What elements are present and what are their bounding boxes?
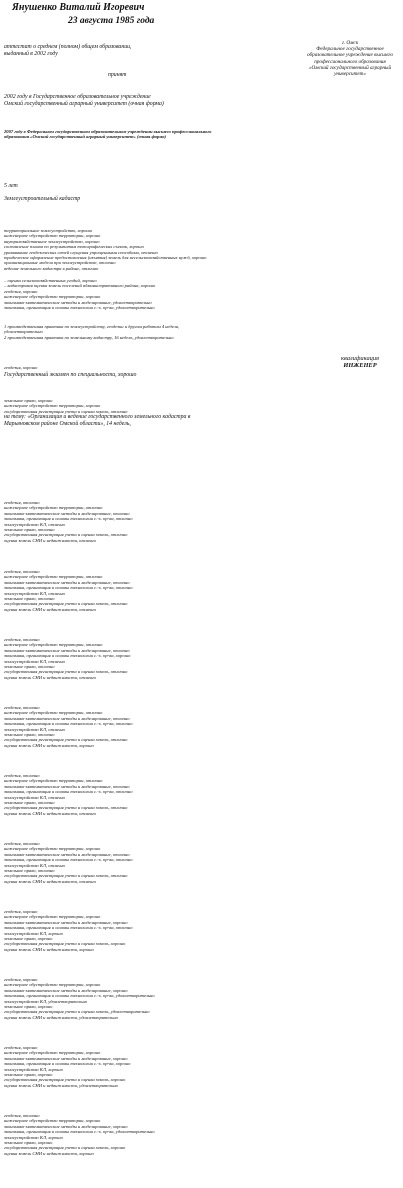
grade-line: экономико-математические методы и моделирование, отлично <box>4 647 130 653</box>
grade-line: геодезия, отлично <box>4 637 40 642</box>
grade-line: земельное право, отлично <box>4 732 55 738</box>
grade-line: государственная регистрация учета и оценка земель, отлично <box>4 873 128 879</box>
grade-line: инженерное обустройство территории, хорошо <box>4 914 101 920</box>
grade-line: экономико-математические методы и моделирование, хорошо <box>4 1055 128 1061</box>
grade-line: экономика, организация и основы технологии с.-х. пр-ва, отлично <box>4 585 133 591</box>
grade-line: земельное право, хорошо <box>4 1072 53 1078</box>
admission-line: 2002 году в Государственное образовательное учреждение <box>4 94 151 100</box>
grade-line: экономико-математические методы и моделирование, хорошо <box>4 987 128 993</box>
practice-line: 2 производственная практика по земельному кадастру, 16 недель, удовлетворительно <box>4 334 174 340</box>
graduation-line: 2007 году в Федеральном государственном образовательном учреждении высшего профессионального <box>4 129 212 134</box>
grade-line: экономико-математические методы и моделирование, отлично <box>4 579 130 585</box>
grade-line: землеустройство КЛ, отлично <box>4 521 65 527</box>
grade-line: оценка земель СНИ и недвижимости, отлично <box>4 606 96 612</box>
grade-line: земельное право, отлично <box>4 868 55 874</box>
grade-line: землеустройство КЛ, хорошо <box>4 1134 63 1140</box>
grade-line: геодезия, отлично <box>4 500 40 505</box>
course-line: инженерное обустройство территории, хорошо <box>4 233 101 239</box>
course-line: – оценка сельскохозяйственных угодий, хорошо <box>4 278 97 283</box>
grade-line: земельное право, отлично <box>4 664 55 670</box>
course-line: уравнивание геодезических сетей сгущения упрощенными способами, отлично <box>4 249 158 255</box>
exam-line: геодезия, хорошо <box>4 365 38 370</box>
qualification-value: ИНЖЕНЕР <box>343 362 377 370</box>
grade-line: экономика, организация и основы технологии с.-х. пр-ва, отлично <box>4 516 133 522</box>
graduation-block <box>4 129 211 140</box>
institution-city: г. Омск <box>341 40 359 46</box>
grade-line: земельное право, хорошо <box>4 936 53 942</box>
practice-line: 1 производственная практика по землеустройству, геодезии и другим работам 4 недели, <box>4 324 180 329</box>
qualification-label: квалификация <box>340 355 380 362</box>
thesis-topic-block <box>4 414 190 428</box>
grade-line: оценка земель СНИ и недвижимости, отлично <box>4 878 96 884</box>
grade-line: экономика, организация и основы технологии с.-х. пр-ва, удовлетворительно <box>4 1129 155 1135</box>
course-line: – кадастровая оценка земель поселений административного района, хорошо <box>4 283 156 289</box>
admitted-label: принят <box>108 72 127 78</box>
grade-line: геодезия, хорошо <box>4 1045 38 1050</box>
institution-side-block <box>300 40 400 77</box>
grade-line: оценка земель СНИ и недвижимости, хорошо <box>4 742 94 748</box>
grade-group <box>4 1113 304 1156</box>
grade-line: государственная регистрация учета и оценка земель, удовлетворительно <box>4 1009 150 1015</box>
student-name: Янушенко Виталий Игоревич <box>12 2 145 13</box>
grade-group <box>4 841 304 884</box>
grade-line: экономика, организация и основы технологии с.-х. пр-ва, отлично <box>4 857 133 863</box>
thesis-course-line: государственная регистрация учета и оценка земель, отлично <box>4 408 128 414</box>
grade-line: инженерное обустройство территории, хорошо <box>4 846 101 852</box>
grade-line: экономико-математические методы и моделирование, хорошо <box>4 919 128 925</box>
grade-line: государственная регистрация учета и оценка земель, отлично <box>4 532 128 538</box>
grade-line: экономика, организация и основы технологии с.-х. пр-ва, хорошо <box>4 1061 131 1067</box>
grade-line: инженерное обустройство территории, хорошо <box>4 1118 101 1124</box>
grade-line: оценка земель СНИ и недвижимости, удовлетворительно <box>4 1014 118 1020</box>
grade-line: геодезия, отлично <box>4 705 40 710</box>
thesis-topic-line: на тему: «Организация и ведение государственного земельного кадастра в <box>4 414 191 420</box>
grade-line: геодезия, отлично <box>4 841 40 846</box>
grade-group <box>4 909 304 952</box>
thesis-course-line: инженерное обустройство территории, хорошо <box>4 403 101 409</box>
thesis-course-line: земельное право, хорошо <box>4 398 53 403</box>
grade-line: инженерное обустройство территории, отлично <box>4 642 103 648</box>
grade-line: землеустройство КЛ, отлично <box>4 862 65 868</box>
grade-line: землеустройство КЛ, отлично <box>4 726 65 732</box>
grade-line: геодезия, отлично <box>4 773 40 778</box>
grade-line: экономика, организация и основы технологии с.-х. пр-ва, отлично <box>4 789 133 795</box>
grade-line: государственная регистрация учета и оценка земель, отлично <box>4 805 128 811</box>
grade-line: инженерное обустройство территории, отлично <box>4 505 103 511</box>
course-line: внутрихозяйственное землеустройство, хорошо <box>4 238 100 244</box>
grade-line: геодезия, отлично <box>4 1113 40 1118</box>
grade-line: инженерное обустройство территории, отлично <box>4 710 103 716</box>
grade-group <box>4 637 304 680</box>
grade-line: геодезия, хорошо <box>4 909 38 914</box>
grade-line: экономико-математические методы и моделирование, отлично <box>4 715 130 721</box>
grade-line: государственная регистрация учета и оценка земель, хорошо <box>4 1077 126 1083</box>
grade-line: экономика, организация и основы технологии с.-х. пр-ва, удовлетворительно <box>4 993 155 999</box>
grade-group <box>4 773 304 816</box>
course-line: составление планов по результатам топографических съемок, хорошо <box>4 244 144 250</box>
grade-line: земельное право, отлично <box>4 527 55 533</box>
grade-line: оценка земель СНИ и недвижимости, отлично <box>4 674 96 680</box>
qualification-block <box>318 355 402 369</box>
grade-line: экономика, организация и основы технологии с.-х. пр-ва, отлично <box>4 925 133 931</box>
grade-line: государственная регистрация учета и оценка земель, хорошо <box>4 1145 126 1151</box>
grade-line: инженерное обустройство территории, хорошо <box>4 1050 101 1056</box>
grade-group <box>4 569 304 612</box>
course-line: геодезия, хорошо <box>4 288 38 294</box>
thesis-courses-block <box>4 398 127 414</box>
grade-line: земельное право, отлично <box>4 596 55 602</box>
grade-line: оценка земель СНИ и недвижимости, хорошо <box>4 1150 94 1156</box>
grade-line: государственная регистрация учета и оценка земель, отлично <box>4 669 128 675</box>
grade-line: государственная регистрация учета и оценка земель, хорошо <box>4 941 126 947</box>
birth-date: 23 августа 1985 года <box>68 16 155 26</box>
grade-line: инженерное обустройство территории, хорошо <box>4 982 101 988</box>
grade-line: земельное право, хорошо <box>4 1140 53 1146</box>
grade-line: экономико-математические методы и моделирование, отлично <box>4 851 130 857</box>
thesis-topic-line: Марьяновском районе Омской области», 14 недель, <box>4 420 131 427</box>
grade-line: инженерное обустройство территории, отлично <box>4 778 103 784</box>
grade-line: инженерное обустройство территории, отлично <box>4 574 103 580</box>
grade-line: экономико-математические методы и моделирование, отлично <box>4 510 130 516</box>
grade-group <box>4 977 304 1020</box>
grade-line: землеустройство КЛ, отлично <box>4 590 65 596</box>
grade-line: оценка земель СНИ и недвижимости, удовлетворительно <box>4 1082 118 1088</box>
grade-line: землеустройство КЛ, удовлетворительно <box>4 998 88 1004</box>
grade-group <box>4 1045 304 1088</box>
certificate-line: аттестат о среднем (полном) общем образовании, <box>4 44 132 50</box>
grade-line: экономика, организация и основы технологии с.-х. пр-ва, хорошо <box>4 653 131 659</box>
study-term: 5 лет <box>4 183 18 189</box>
grade-line: землеустройство КЛ, отлично <box>4 658 65 664</box>
course-line: экономико-математические методы и моделирование, удовлетворительно <box>4 299 152 305</box>
certificate-block <box>4 44 131 58</box>
certificate-line: выданный в 2002 году <box>4 50 58 57</box>
course-line: экономика, организация и основы технологии с.-х. пр-ва, удовлетворительно <box>4 305 155 311</box>
grade-line: экономико-математические методы и моделирование, хорошо <box>4 1123 128 1129</box>
graduation-line: образования «Омский государственный аграрный университет» (очная форма) <box>4 134 167 140</box>
grade-group <box>4 705 304 748</box>
grade-line: геодезия, отлично <box>4 569 40 574</box>
course-line: организационные модели при землеустройстве, отлично <box>4 260 116 266</box>
grade-line: оценка земель СНИ и недвижимости, отлично <box>4 810 96 816</box>
course-line: территориальное землеустройство, хорошо <box>4 228 93 233</box>
grade-group <box>4 500 304 543</box>
institution-name: «Омский государственный аграрный университет» <box>308 64 392 78</box>
grade-line: землеустройство КЛ, отлично <box>4 794 65 800</box>
grade-line: геодезия, хорошо <box>4 977 38 982</box>
grade-line: земельное право, хорошо <box>4 1004 53 1010</box>
state-exam: Государственный экзамен по специальности, хорошо <box>4 372 137 378</box>
grade-line: землеустройство КЛ, хорошо <box>4 1066 63 1072</box>
admission-line: Омский государственный аграрный университет (очная форма) <box>4 100 164 107</box>
courses-block-a <box>4 228 206 271</box>
institution-type: Федеральное государственное образовательное учреждение высшего профессионального образования <box>306 46 394 65</box>
grade-line: земельное право, отлично <box>4 800 55 806</box>
course-line: юридическое оформление предоставления (изъятия) земель для несельскохозяйственных нужд, хорошо <box>4 255 207 261</box>
grade-line: государственная регистрация учета и оценка земель, отлично <box>4 601 128 607</box>
practice-line: удовлетворительно <box>4 329 43 335</box>
grade-line: экономико-математические методы и моделирование, отлично <box>4 783 130 789</box>
specialty: Землеустроительный кадастр <box>4 196 81 202</box>
grade-line: государственная регистрация учета и оценка земель, отлично <box>4 737 128 743</box>
grade-line: оценка земель СНИ и недвижимости, хорошо <box>4 946 94 952</box>
courses-block-b <box>4 278 155 310</box>
course-line: ведение земельного кадастра в районе, отлично <box>4 265 99 271</box>
grade-line: экономика, организация и основы технологии с.-х. пр-ва, отлично <box>4 721 133 727</box>
admission-block <box>4 94 164 108</box>
course-line: инженерное обустройство территории, хорошо <box>4 294 101 300</box>
grade-line: оценка земель СНИ и недвижимости, отлично <box>4 537 96 543</box>
grade-line: землеустройство КЛ, хорошо <box>4 930 63 936</box>
practice-block <box>4 324 179 340</box>
